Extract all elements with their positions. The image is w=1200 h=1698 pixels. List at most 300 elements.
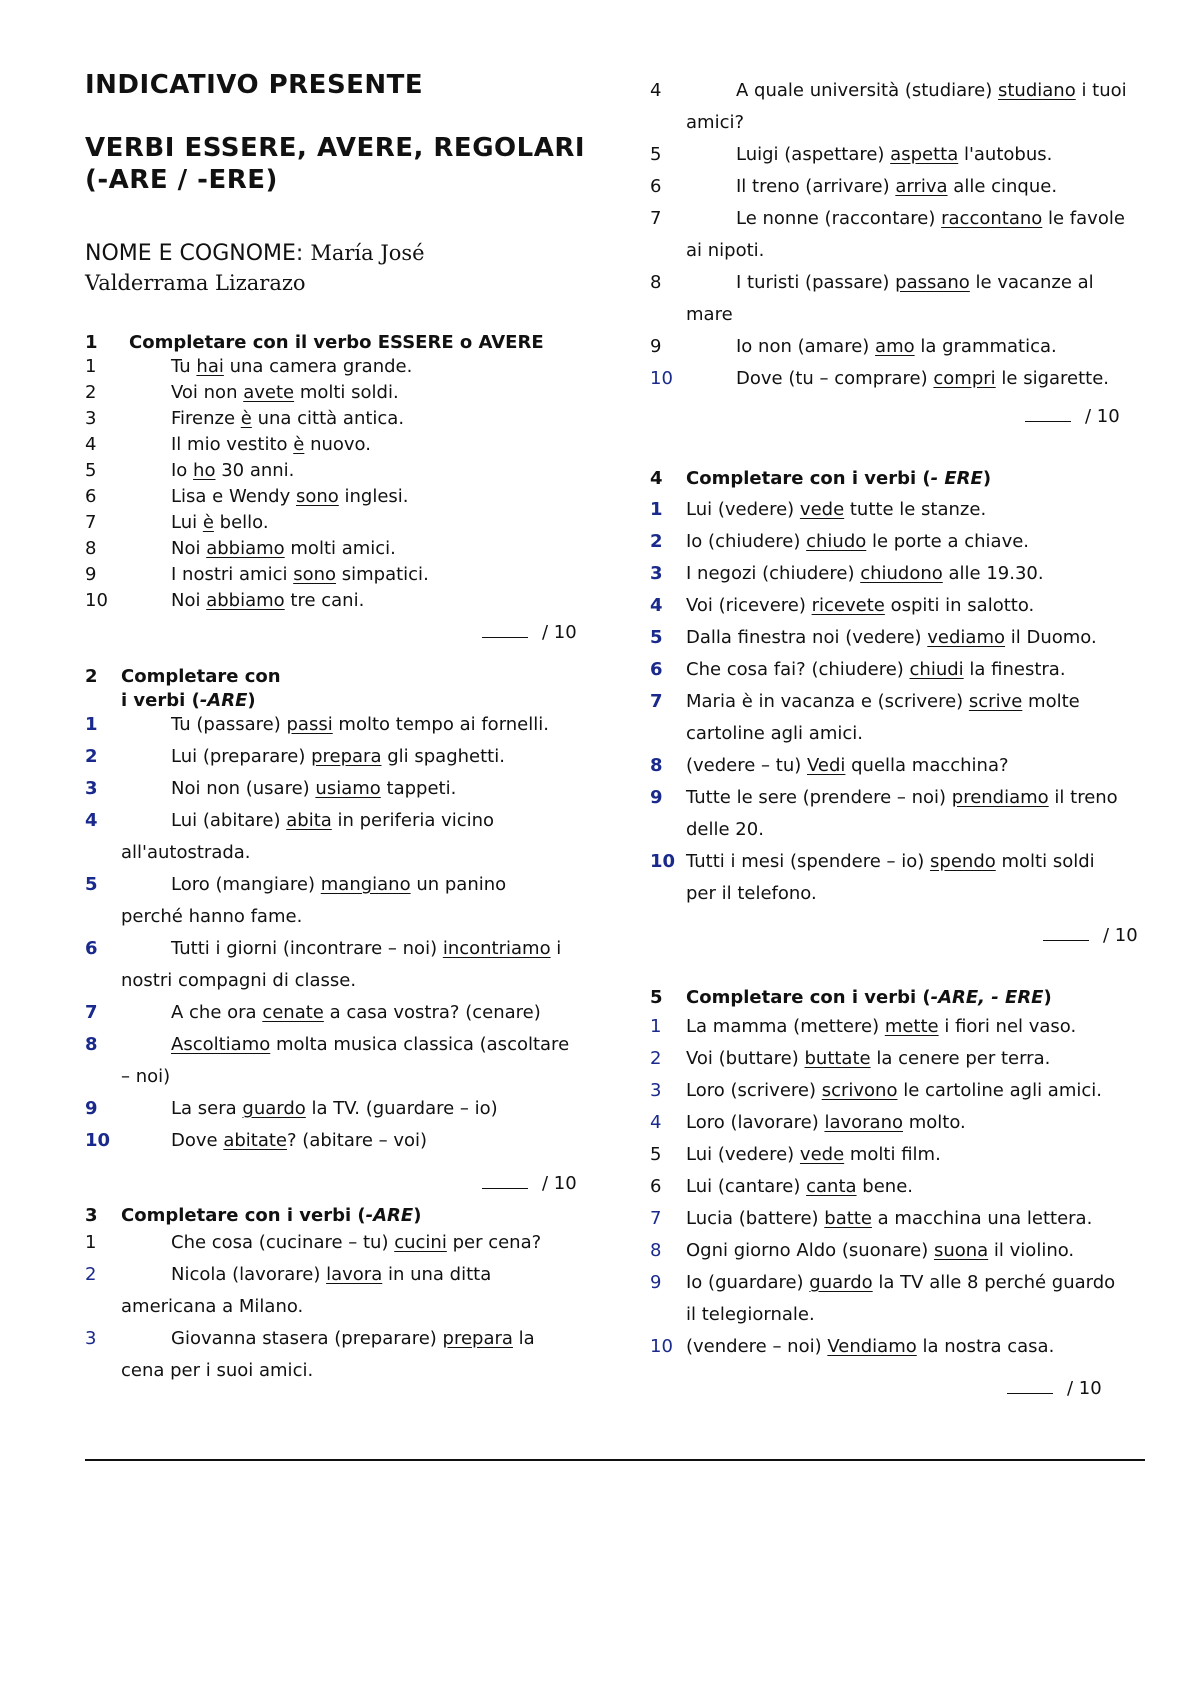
sentence-text-end: le porte a chiave. xyxy=(866,531,1030,552)
sentence-text: Io non (amare) xyxy=(736,336,876,357)
answer-text[interactable]: Ascoltiamo xyxy=(171,1034,271,1055)
item-number: 9 xyxy=(650,787,663,808)
sentence-text-end: molti soldi xyxy=(995,851,1095,872)
answer-text[interactable]: ho xyxy=(193,460,216,481)
sentence-text: I turisti (passare) xyxy=(736,272,896,293)
exercise-item xyxy=(650,494,986,526)
score-blank[interactable] xyxy=(482,1172,528,1189)
exercise-item xyxy=(85,1227,541,1259)
answer-text[interactable]: batte xyxy=(824,1208,872,1229)
item-sentence xyxy=(686,139,1052,171)
sentence-text-end: molti amici. xyxy=(284,538,396,559)
item-number: 3 xyxy=(85,778,98,799)
item-sentence xyxy=(121,773,456,805)
item-number: 9 xyxy=(650,1272,662,1293)
item-number: 7 xyxy=(650,1208,662,1229)
section-number: 4 xyxy=(650,468,663,489)
exercise-item xyxy=(650,590,1034,622)
sentence-text-end: il treno xyxy=(1048,787,1118,808)
sentence-text-end: alle cinque. xyxy=(947,176,1058,197)
item-number: 8 xyxy=(650,755,663,776)
exercise-item xyxy=(85,709,549,741)
item-number: 7 xyxy=(650,208,662,229)
exercise-item xyxy=(85,741,505,773)
answer-text[interactable]: è xyxy=(202,512,214,533)
exercise-item xyxy=(85,773,456,805)
sentence-text: I nostri amici xyxy=(171,564,294,585)
item-sentence xyxy=(686,1043,1050,1075)
sentence-text-end: nuovo. xyxy=(304,434,371,455)
exercise-item xyxy=(650,686,1080,750)
item-number: 8 xyxy=(85,1034,98,1055)
exercise-item xyxy=(85,536,396,562)
exercise-item xyxy=(85,805,494,869)
exercise-item xyxy=(650,622,1097,654)
answer-text[interactable]: scrive xyxy=(968,691,1023,712)
item-number: 3 xyxy=(650,563,663,584)
exercise-item xyxy=(85,406,404,432)
item-number: 8 xyxy=(85,538,97,559)
answer-text[interactable]: suona xyxy=(933,1240,989,1261)
item-number: 10 xyxy=(650,368,673,389)
sentence-continuation: – noi) xyxy=(121,1066,171,1087)
exercise-item xyxy=(85,354,412,380)
item-number: 4 xyxy=(650,595,663,616)
sentence-text-end: la TV alle 8 perché guardo xyxy=(872,1272,1116,1293)
answer-text[interactable]: chiudo xyxy=(806,531,867,552)
sentence-text-end: la nostra casa. xyxy=(916,1336,1055,1357)
item-sentence xyxy=(686,1235,1074,1267)
sentence-text-end: il Duomo. xyxy=(1005,627,1097,648)
sentence-text: Tu (passare) xyxy=(171,714,287,735)
exercise-item xyxy=(85,933,561,997)
sentence-text: Tutti i mesi (spendere – io) xyxy=(686,851,931,872)
sentence-text-end: i tuoi xyxy=(1075,80,1127,101)
exercise-item xyxy=(85,562,429,588)
item-number: 1 xyxy=(650,499,663,520)
section-number: 2 xyxy=(85,666,98,687)
answer-text[interactable]: prepara xyxy=(311,746,382,767)
answer-text[interactable]: lavorano xyxy=(824,1112,903,1133)
item-number: 6 xyxy=(650,1176,662,1197)
sentence-text-end: l'autobus. xyxy=(958,144,1053,165)
item-sentence xyxy=(686,654,1066,686)
sentence-text: Dove (tu – comprare) xyxy=(736,368,934,389)
sentence-text-end: tre cani. xyxy=(284,590,365,611)
answer-text[interactable]: lavora xyxy=(326,1264,383,1285)
answer-text[interactable]: scrivono xyxy=(821,1080,898,1101)
answer-text[interactable]: incontriamo xyxy=(442,938,551,959)
answer-text[interactable]: canta xyxy=(806,1176,857,1197)
sentence-text-end: molte xyxy=(1022,691,1080,712)
sentence-text: Noi non (usare) xyxy=(171,778,316,799)
item-sentence xyxy=(686,494,986,526)
answer-text[interactable]: chiudi xyxy=(909,659,964,680)
item-number: 7 xyxy=(85,512,97,533)
item-number: 7 xyxy=(650,691,663,712)
section-1-title xyxy=(85,331,544,355)
exercise-item xyxy=(85,997,541,1029)
sentence-text: Noi xyxy=(171,590,207,611)
score-text: / 10 xyxy=(542,622,577,643)
exercise-item xyxy=(650,75,1127,139)
item-sentence xyxy=(686,1139,941,1171)
answer-text[interactable]: passano xyxy=(895,272,970,293)
answer-text[interactable]: chiudono xyxy=(860,563,943,584)
sentence-text: Lucia (battere) xyxy=(686,1208,825,1229)
exercise-item xyxy=(85,1093,498,1125)
sentence-text-end: gli spaghetti. xyxy=(381,746,505,767)
score-blank[interactable] xyxy=(1007,1377,1053,1394)
item-sentence xyxy=(686,1075,1102,1107)
sentence-text-end: molta musica classica (ascoltare xyxy=(270,1034,570,1055)
item-number: 8 xyxy=(650,1240,662,1261)
section-title-text: Completare con il verbo ESSERE o AVERE xyxy=(129,332,544,353)
answer-text[interactable]: prendiamo xyxy=(951,787,1049,808)
answer-text[interactable]: Vendiamo xyxy=(827,1336,917,1357)
exercise-item xyxy=(650,171,1057,203)
title-text-end: ) xyxy=(1043,987,1052,1008)
item-number: 2 xyxy=(650,531,663,552)
sentence-text-end: ? (abitare – voi) xyxy=(287,1130,428,1151)
section-2-score xyxy=(482,1172,577,1194)
score-blank[interactable] xyxy=(1043,924,1089,941)
sentence-text: Che cosa fai? (chiudere) xyxy=(686,659,910,680)
item-sentence xyxy=(686,331,1057,363)
sentence-text: Che cosa (cucinare – tu) xyxy=(171,1232,395,1253)
sentence-text: Nicola (lavorare) xyxy=(171,1264,327,1285)
answer-text[interactable]: vede xyxy=(799,1144,845,1165)
answer-text[interactable]: buttate xyxy=(804,1048,871,1069)
answer-text[interactable]: cucini xyxy=(394,1232,447,1253)
item-sentence xyxy=(121,510,269,536)
section-4-score xyxy=(1043,924,1138,946)
name-field xyxy=(85,241,425,266)
section-number: 5 xyxy=(650,987,663,1008)
name-field-continued xyxy=(85,271,306,296)
answer-text[interactable]: compri xyxy=(933,368,996,389)
exercise-item xyxy=(650,1043,1050,1075)
exercise-item xyxy=(85,1029,569,1093)
sentence-text-end: la cenere per terra. xyxy=(870,1048,1051,1069)
item-number: 3 xyxy=(85,1328,97,1349)
sentence-text-end: in periferia vicino xyxy=(331,810,495,831)
name-value-line1: María José xyxy=(310,241,425,265)
item-sentence xyxy=(121,432,371,458)
item-sentence xyxy=(686,267,1094,299)
sentence-continuation: all'autostrada. xyxy=(121,842,251,863)
sentence-text: Luigi (aspettare) xyxy=(736,144,891,165)
section-2-title xyxy=(85,665,281,689)
page-title: INDICATIVO PRESENTE xyxy=(85,70,424,100)
item-sentence xyxy=(686,526,1029,558)
sentence-text-end: molti film. xyxy=(844,1144,941,1165)
answer-text[interactable]: abbiamo xyxy=(206,538,285,559)
sentence-text: Le nonne (raccontare) xyxy=(736,208,942,229)
sentence-text: Tutte le sere (prendere – noi) xyxy=(686,787,952,808)
sentence-text-end: il violino. xyxy=(988,1240,1075,1261)
answer-text[interactable]: sono xyxy=(295,486,339,507)
sentence-text-end: alle 19.30. xyxy=(942,563,1044,584)
item-number: 9 xyxy=(85,564,97,585)
answer-text[interactable]: abbiamo xyxy=(206,590,285,611)
exercise-item xyxy=(85,1125,427,1157)
item-sentence xyxy=(686,203,1125,235)
exercise-item xyxy=(650,1075,1102,1107)
answer-text[interactable]: aspetta xyxy=(890,144,959,165)
answer-text[interactable]: avete xyxy=(243,382,295,403)
item-sentence xyxy=(121,588,364,614)
title-text: Completare con i verbi ( xyxy=(686,468,931,489)
exercise-item xyxy=(650,782,1118,846)
exercise-item xyxy=(650,558,1044,590)
sentence-text-end: tappeti. xyxy=(380,778,457,799)
answer-text[interactable]: raccontano xyxy=(941,208,1043,229)
sentence-text-end: inglesi. xyxy=(338,486,409,507)
sentence-text: La sera xyxy=(171,1098,243,1119)
answer-text[interactable]: guardo xyxy=(242,1098,306,1119)
sentence-text-end: tutte le stanze. xyxy=(844,499,987,520)
item-number: 1 xyxy=(85,356,97,377)
answer-text[interactable]: prepara xyxy=(442,1328,513,1349)
sentence-text: Io (chiudere) xyxy=(686,531,807,552)
title-text-end: ) xyxy=(413,1205,422,1226)
exercise-item xyxy=(650,654,1066,686)
sentence-text: Loro (scrivere) xyxy=(686,1080,822,1101)
score-text: / 10 xyxy=(1103,925,1138,946)
item-sentence xyxy=(686,1011,1076,1043)
sentence-text: Lui (vedere) xyxy=(686,499,800,520)
item-number: 2 xyxy=(85,382,97,403)
item-sentence xyxy=(121,458,294,484)
section-title-line1: Completare con xyxy=(121,666,281,687)
item-sentence xyxy=(121,741,505,773)
item-number: 3 xyxy=(650,1080,662,1101)
sentence-text: Lui (vedere) xyxy=(686,1144,800,1165)
score-text: / 10 xyxy=(1067,1378,1102,1399)
sentence-text-end: 30 anni. xyxy=(215,460,295,481)
answer-text[interactable]: spendo xyxy=(930,851,996,872)
exercise-item xyxy=(85,869,506,933)
answer-text[interactable]: arriva xyxy=(895,176,948,197)
item-number: 8 xyxy=(650,272,662,293)
score-blank[interactable] xyxy=(1025,405,1071,422)
sentence-text: Loro (lavorare) xyxy=(686,1112,825,1133)
sentence-text: Lui (preparare) xyxy=(171,746,312,767)
sentence-text-end: quella macchina? xyxy=(845,755,1009,776)
sentence-text: Voi (ricevere) xyxy=(686,595,812,616)
sentence-continuation: per il telefono. xyxy=(686,883,817,904)
sentence-text-end: le favole xyxy=(1042,208,1125,229)
exercise-item xyxy=(85,432,371,458)
item-number: 4 xyxy=(650,80,662,101)
answer-text[interactable]: passi xyxy=(286,714,333,735)
item-number: 1 xyxy=(650,1016,662,1037)
item-number: 4 xyxy=(85,810,98,831)
answer-text[interactable]: usiamo xyxy=(315,778,381,799)
item-sentence xyxy=(686,363,1109,395)
item-sentence xyxy=(686,1267,1115,1299)
item-number: 6 xyxy=(650,176,662,197)
sentence-text-end: i fiori nel vaso. xyxy=(938,1016,1077,1037)
item-sentence xyxy=(121,869,506,901)
item-number: 7 xyxy=(85,1002,98,1023)
score-blank[interactable] xyxy=(482,621,528,638)
sentence-text: Io xyxy=(171,460,194,481)
item-sentence xyxy=(121,709,549,741)
answer-text[interactable]: guardo xyxy=(809,1272,873,1293)
sentence-text: Dove xyxy=(171,1130,224,1151)
sentence-text: Lui (abitare) xyxy=(171,810,287,831)
item-sentence xyxy=(686,171,1057,203)
page-subtitle-line1: VERBI ESSERE, AVERE, REGOLARI xyxy=(85,133,586,163)
exercise-item xyxy=(650,1235,1074,1267)
exercise-item xyxy=(650,1267,1115,1331)
exercise-item xyxy=(650,1011,1076,1043)
item-number: 10 xyxy=(85,590,108,611)
score-text: / 10 xyxy=(1085,406,1120,427)
answer-text[interactable]: mette xyxy=(884,1016,939,1037)
exercise-item xyxy=(650,139,1052,171)
item-sentence xyxy=(121,933,561,965)
sentence-text: Voi non xyxy=(171,382,244,403)
item-sentence xyxy=(686,622,1097,654)
exercise-item xyxy=(85,588,364,614)
item-sentence xyxy=(121,484,409,510)
answer-text[interactable]: amo xyxy=(875,336,915,357)
sentence-text: Tu xyxy=(171,356,197,377)
item-sentence xyxy=(686,75,1127,107)
sentence-text: Io (guardare) xyxy=(686,1272,810,1293)
item-number: 5 xyxy=(650,1144,662,1165)
sentence-text: Noi xyxy=(171,538,207,559)
exercise-item xyxy=(650,267,1094,331)
answer-text[interactable]: Vedi xyxy=(806,755,846,776)
item-number: 2 xyxy=(85,746,98,767)
answer-text[interactable]: hai xyxy=(196,356,224,377)
item-number: 2 xyxy=(650,1048,662,1069)
answer-text[interactable]: studiano xyxy=(997,80,1076,101)
item-sentence xyxy=(686,1203,1092,1235)
exercise-item xyxy=(85,1259,491,1323)
sentence-text: Tutti i giorni (incontrare – noi) xyxy=(171,938,443,959)
sentence-text: Loro (mangiare) xyxy=(171,874,321,895)
item-sentence xyxy=(121,1125,427,1157)
answer-text[interactable]: mangiano xyxy=(320,874,411,895)
item-number: 10 xyxy=(85,1130,111,1151)
item-sentence xyxy=(121,1093,498,1125)
sentence-text-end: la TV. (guardare – io) xyxy=(305,1098,498,1119)
name-label: NOME E COGNOME: xyxy=(85,241,304,266)
sentence-continuation: nostri compagni di classe. xyxy=(121,970,357,991)
answer-text[interactable]: è xyxy=(293,434,305,455)
sentence-text-end: un panino xyxy=(410,874,507,895)
sentence-text-end: la grammatica. xyxy=(914,336,1057,357)
item-number: 9 xyxy=(85,1098,98,1119)
item-number: 4 xyxy=(85,434,97,455)
sentence-text-end: in una ditta xyxy=(382,1264,492,1285)
item-sentence xyxy=(121,1029,569,1061)
item-number: 1 xyxy=(85,714,98,735)
item-sentence xyxy=(121,536,396,562)
item-sentence xyxy=(121,1259,491,1291)
item-number: 4 xyxy=(650,1112,662,1133)
item-sentence xyxy=(121,354,412,380)
item-sentence xyxy=(686,686,1080,718)
sentence-text: Lui xyxy=(171,512,203,533)
answer-text[interactable]: ricevete xyxy=(811,595,885,616)
exercise-item xyxy=(85,1323,535,1387)
section-3-title xyxy=(85,1204,421,1228)
section-number: 1 xyxy=(85,332,98,353)
sentence-continuation: mare xyxy=(686,304,733,325)
section-5-title xyxy=(650,986,1052,1010)
item-sentence xyxy=(686,1331,1054,1363)
sentence-text: Maria è in vacanza e (scrivere) xyxy=(686,691,969,712)
item-sentence xyxy=(686,1171,913,1203)
sentence-text: A che ora xyxy=(171,1002,263,1023)
title-text: Completare con i verbi ( xyxy=(121,1205,366,1226)
sentence-text-end: a macchina una lettera. xyxy=(871,1208,1093,1229)
title-text: i verbi ( xyxy=(121,690,200,711)
section-number: 3 xyxy=(85,1205,98,1226)
exercise-item xyxy=(650,331,1057,363)
sentence-text: La mamma (mettere) xyxy=(686,1016,885,1037)
exercise-item xyxy=(85,484,409,510)
sentence-text-end: per cena? xyxy=(446,1232,542,1253)
item-sentence xyxy=(121,380,399,406)
sentence-text-end: molto tempo ai fornelli. xyxy=(332,714,549,735)
sentence-text-end: le cartoline agli amici. xyxy=(897,1080,1102,1101)
sentence-text: (vendere – noi) xyxy=(686,1336,828,1357)
item-sentence xyxy=(121,1227,541,1259)
answer-text[interactable]: è xyxy=(240,408,252,429)
item-sentence xyxy=(121,1323,535,1355)
item-number: 10 xyxy=(650,851,676,872)
sentence-text-end: molto. xyxy=(903,1112,966,1133)
item-sentence xyxy=(121,406,404,432)
page-subtitle-line2: (-ARE / -ERE) xyxy=(85,165,278,195)
item-sentence xyxy=(121,562,429,588)
title-text: Completare con i verbi ( xyxy=(686,987,931,1008)
sentence-text: Lisa e Wendy xyxy=(171,486,296,507)
sentence-text-end: bene. xyxy=(856,1176,913,1197)
title-text-end: ) xyxy=(247,690,256,711)
sentence-continuation: ai nipoti. xyxy=(686,240,765,261)
answer-text[interactable]: abitate xyxy=(223,1130,288,1151)
answer-text[interactable]: cenate xyxy=(262,1002,324,1023)
sentence-text: Voi (buttare) xyxy=(686,1048,805,1069)
item-sentence xyxy=(686,1107,966,1139)
item-sentence xyxy=(686,782,1118,814)
sentence-text-end: molti soldi. xyxy=(294,382,399,403)
sentence-continuation: amici? xyxy=(686,112,745,133)
sentence-text-end: la finestra. xyxy=(963,659,1066,680)
section-4-title xyxy=(650,467,991,491)
sentence-text-end: a casa vostra? (cenare) xyxy=(323,1002,541,1023)
exercise-item xyxy=(85,510,269,536)
answer-text[interactable]: vede xyxy=(799,499,845,520)
item-number: 5 xyxy=(650,627,663,648)
section-1-score xyxy=(482,621,577,643)
sentence-text: Lui (cantare) xyxy=(686,1176,807,1197)
sentence-text: Firenze xyxy=(171,408,241,429)
sentence-text: Dalla finestra noi (vedere) xyxy=(686,627,928,648)
answer-text[interactable]: abita xyxy=(286,810,332,831)
answer-text[interactable]: vediamo xyxy=(927,627,1006,648)
answer-text[interactable]: sono xyxy=(293,564,337,585)
title-text-end: ) xyxy=(982,468,992,489)
